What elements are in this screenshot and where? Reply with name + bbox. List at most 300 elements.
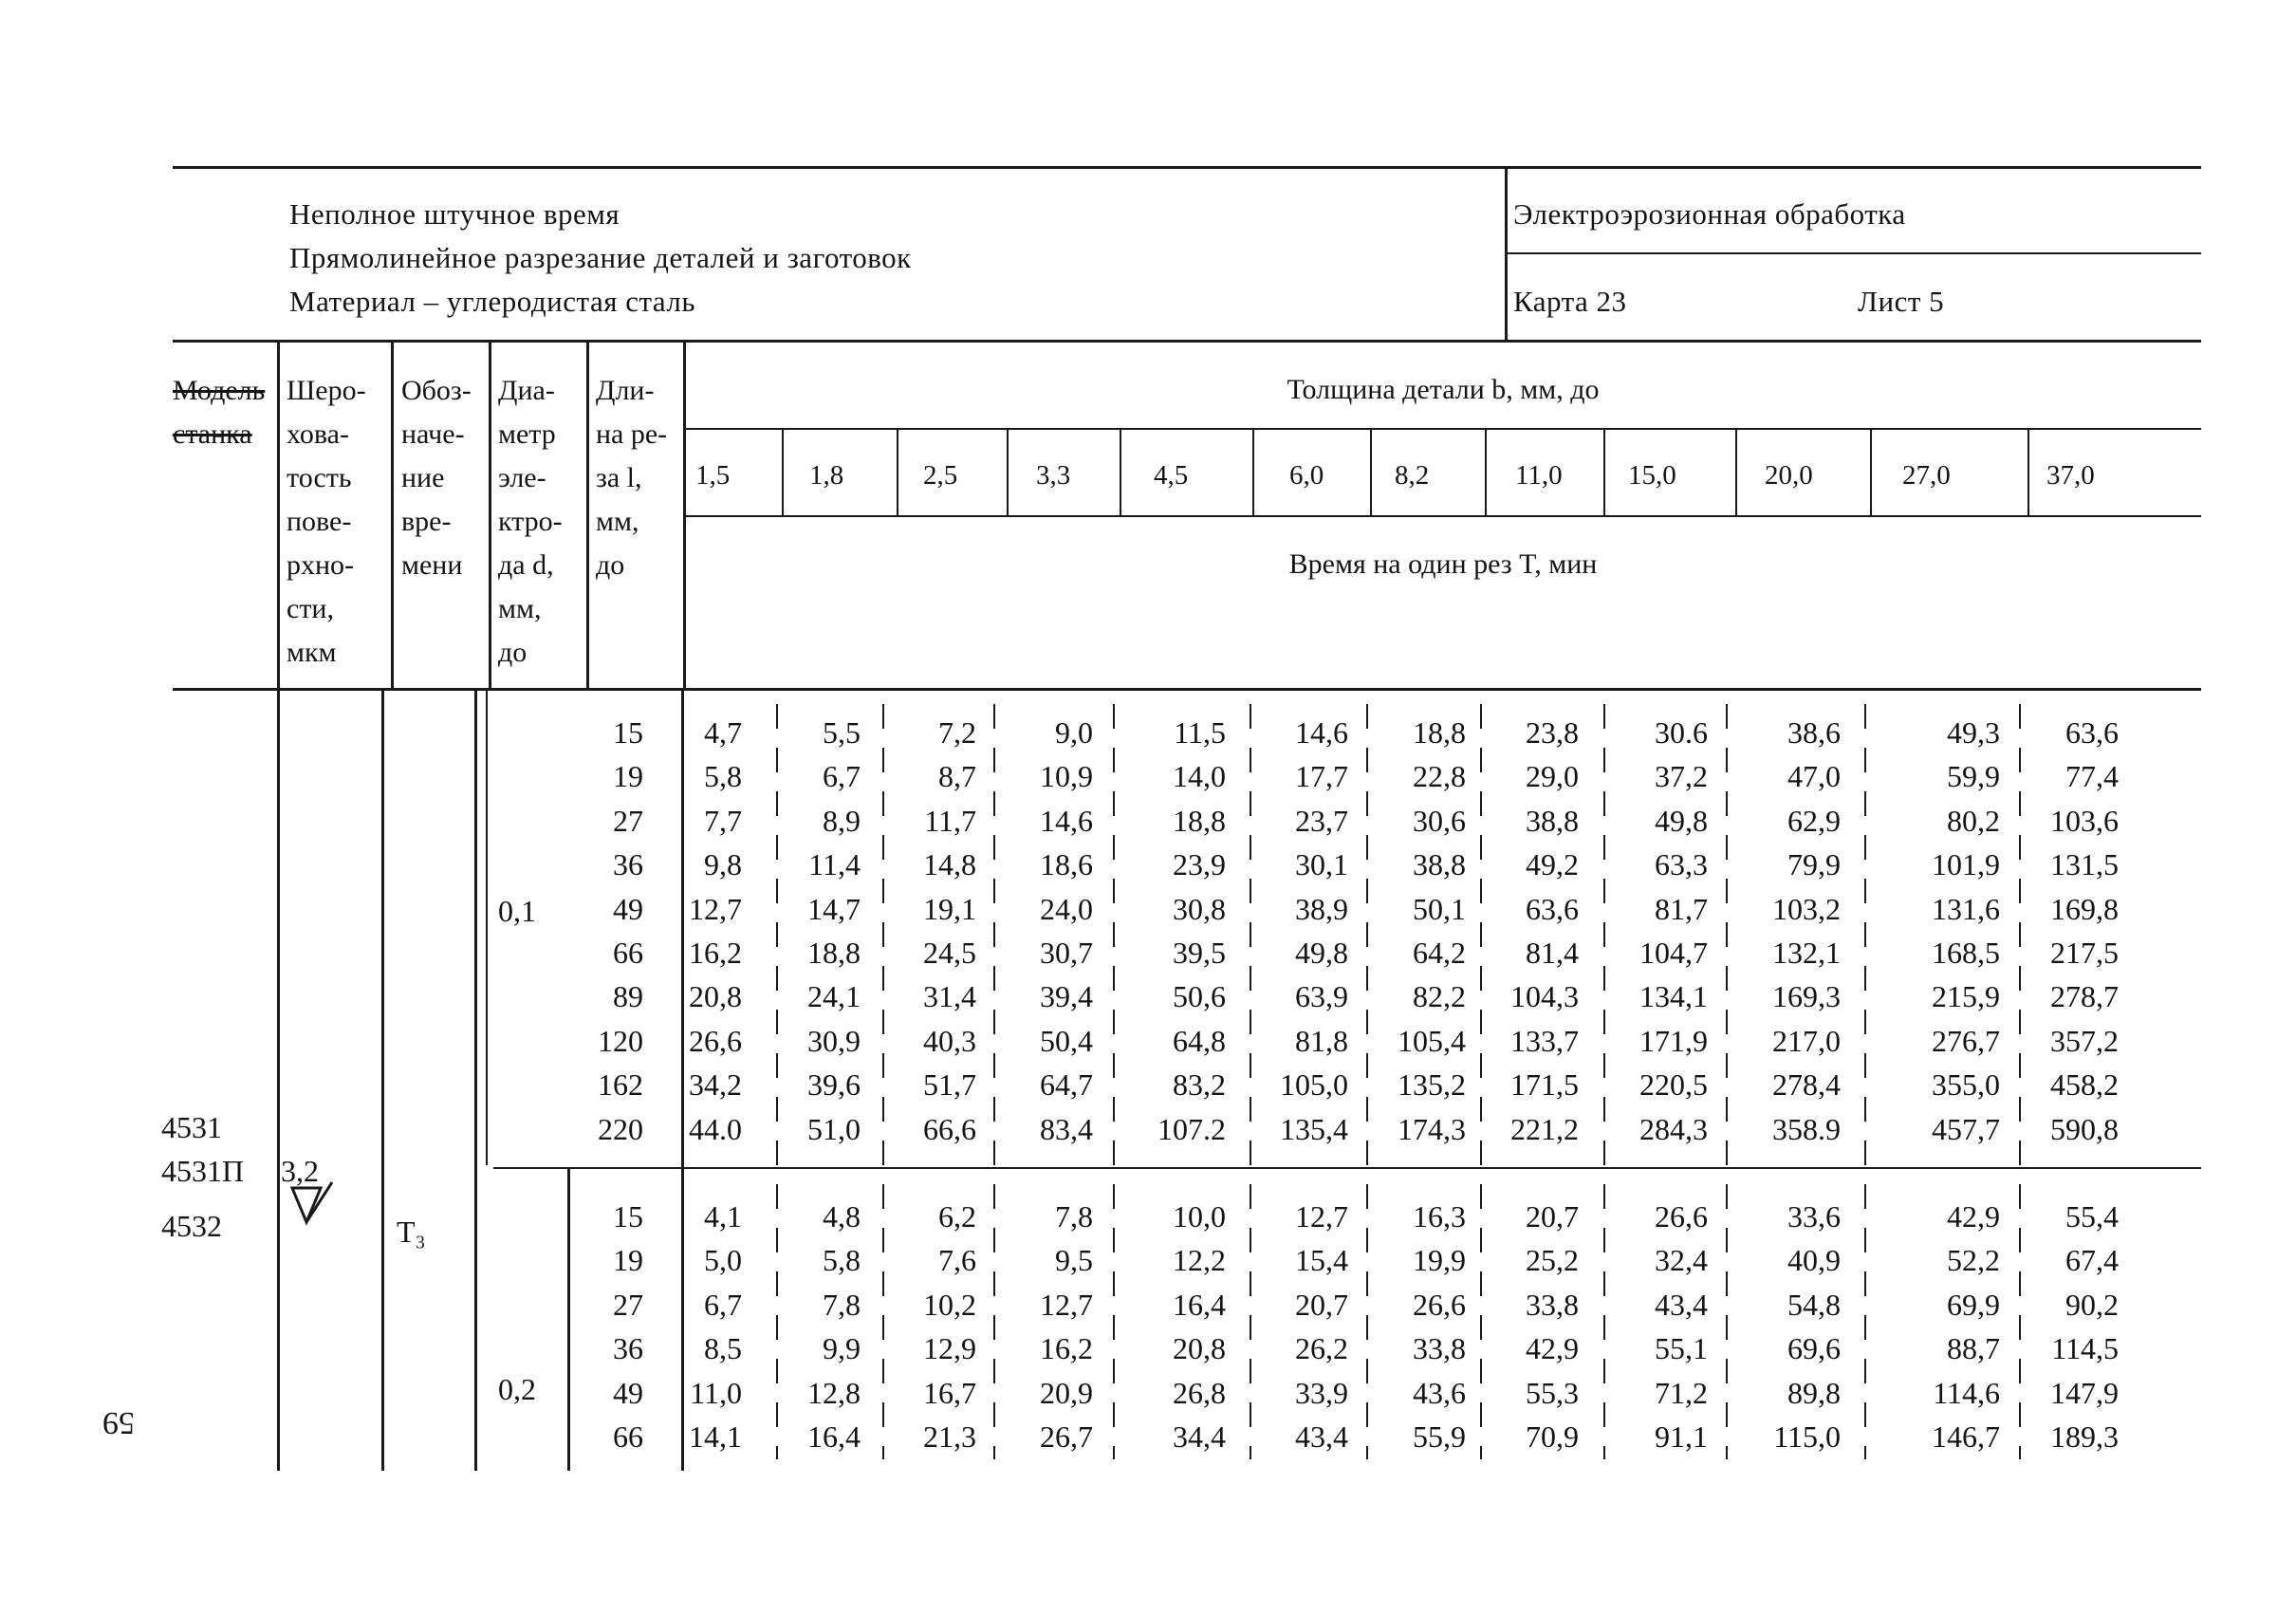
time-cell: 10,9 <box>1040 759 1093 794</box>
time-cell: 6,7 <box>704 1287 742 1322</box>
header-col-rule-2 <box>391 342 394 689</box>
time-cell: 63,3 <box>1655 847 1708 882</box>
col-diameter-line: Диа- <box>498 375 555 406</box>
time-cell: 105,0 <box>1280 1067 1348 1103</box>
value-column-separator <box>1250 704 1251 1459</box>
time-cell: 16,4 <box>807 1419 861 1454</box>
thickness-value: 37,0 <box>2046 460 2095 491</box>
time-cell: 22,8 <box>1413 759 1466 794</box>
time-cell: 26,7 <box>1040 1419 1093 1454</box>
time-cell: 4,7 <box>704 715 742 750</box>
time-cell: 34,2 <box>689 1067 742 1103</box>
time-cell: 4,8 <box>823 1199 861 1234</box>
time-cell: 103,6 <box>2050 803 2119 838</box>
time-cell: 23,7 <box>1295 803 1348 838</box>
thickness-sep <box>1252 429 1254 516</box>
time-cell: 14,7 <box>807 891 861 926</box>
col-diameter-line: эле- <box>498 462 546 493</box>
time-cell: 64,7 <box>1040 1067 1093 1103</box>
time-cell: 89,8 <box>1787 1375 1841 1410</box>
col-model-header <box>173 369 265 456</box>
time-cell: 83,4 <box>1040 1111 1093 1146</box>
time-cell: 276,7 <box>1932 1023 2000 1058</box>
time-cell: 12,7 <box>689 891 742 926</box>
time-cell: 43,4 <box>1295 1419 1348 1454</box>
time-cell: 50,1 <box>1413 891 1466 926</box>
time-cell: 18,8 <box>1173 803 1226 838</box>
time-cell: 80,2 <box>1947 803 2000 838</box>
thickness-sep <box>1735 429 1737 516</box>
cut-length-cell: 220 <box>598 1111 643 1146</box>
col-length-line: мм, <box>596 506 639 537</box>
time-cell: 55,9 <box>1413 1419 1466 1454</box>
thickness-sep <box>1485 429 1487 516</box>
time-cell: 20,7 <box>1295 1287 1348 1322</box>
time-cell: 37,2 <box>1655 759 1708 794</box>
time-cell: 14,8 <box>923 847 976 882</box>
thickness-value: 1,8 <box>809 460 844 491</box>
table-header-top-rule <box>173 340 2201 343</box>
time-cell: 34,4 <box>1173 1419 1226 1454</box>
time-cell: 23,8 <box>1526 715 1579 750</box>
time-cell: 82,2 <box>1413 979 1466 1014</box>
time-cell: 11,5 <box>1174 715 1226 750</box>
time-cell: 16,2 <box>689 936 742 970</box>
time-cell: 5,8 <box>823 1243 861 1278</box>
time-cell: 81,4 <box>1526 936 1579 970</box>
thickness-sep <box>1870 429 1872 516</box>
col-roughness-line: пове- <box>287 506 352 537</box>
header-col-rule-1 <box>277 342 280 689</box>
col-roughness-line: хова- <box>287 418 349 450</box>
body-col-rule-2 <box>381 691 384 1471</box>
time-cell: 9,9 <box>823 1331 861 1366</box>
time-cell: 47,0 <box>1787 759 1841 794</box>
col-diameter-line: метр <box>498 418 556 450</box>
thickness-sep <box>1603 429 1605 516</box>
time-cell: 174,3 <box>1398 1111 1466 1146</box>
time-cell: 169,3 <box>1772 979 1841 1014</box>
col-designation-line: мени <box>401 549 463 581</box>
time-cell: 16,3 <box>1413 1199 1466 1234</box>
time-cell: 189,3 <box>2050 1419 2119 1454</box>
time-cell: 30.6 <box>1655 715 1708 750</box>
time-cell: 358.9 <box>1772 1111 1841 1146</box>
time-cell: 590,8 <box>2050 1111 2119 1146</box>
time-cell: 32,4 <box>1655 1243 1708 1278</box>
time-cell: 51,7 <box>923 1067 976 1103</box>
thickness-sep <box>1370 429 1372 516</box>
time-cell: 30,1 <box>1295 847 1348 882</box>
thickness-title: Толщина детали b, мм, до <box>1287 374 1600 405</box>
value-column-separator <box>1480 704 1482 1459</box>
diameter-group-1: 0,1 <box>498 894 536 928</box>
time-cell: 132,1 <box>1772 936 1841 970</box>
thickness-value: 27,0 <box>1902 460 1951 491</box>
col-designation-header <box>401 369 472 587</box>
thickness-sep <box>1120 429 1121 516</box>
time-cell: 18,8 <box>1413 715 1466 750</box>
model-4532: 4532 <box>161 1209 222 1243</box>
time-cell: 64,8 <box>1173 1023 1226 1058</box>
time-cell: 12,7 <box>1295 1199 1348 1234</box>
time-cell: 107.2 <box>1157 1111 1226 1146</box>
cut-length-cell: 15 <box>613 1199 643 1234</box>
time-cell: 104,3 <box>1510 979 1579 1014</box>
time-cell: 217,5 <box>2050 936 2119 970</box>
value-column-separator <box>882 704 884 1459</box>
value-column-separator <box>993 704 995 1459</box>
time-cell: 81,8 <box>1295 1023 1348 1058</box>
time-cell: 49,8 <box>1655 803 1708 838</box>
time-cell: 220,5 <box>1639 1067 1708 1103</box>
time-cell: 146,7 <box>1932 1419 2000 1454</box>
header-col-rule-3 <box>489 342 491 689</box>
time-cell: 171,9 <box>1639 1023 1708 1058</box>
time-cell: 171,5 <box>1510 1067 1579 1103</box>
time-cell: 30,8 <box>1173 891 1226 926</box>
cut-length-cell: 27 <box>613 1287 643 1322</box>
time-cell: 29,0 <box>1526 759 1579 794</box>
cut-length-cell: 15 <box>613 715 643 750</box>
time-cell: 135,2 <box>1398 1067 1466 1103</box>
time-cell: 14,0 <box>1173 759 1226 794</box>
time-cell: 221,2 <box>1510 1111 1579 1146</box>
time-cell: 88,7 <box>1947 1331 2000 1366</box>
time-cell: 15,4 <box>1295 1243 1348 1278</box>
time-cell: 26,8 <box>1173 1375 1226 1410</box>
thickness-values-rule <box>685 515 2201 517</box>
time-cell: 21,3 <box>923 1419 976 1454</box>
cut-length-cell: 19 <box>613 1243 643 1278</box>
top-rule <box>173 166 2201 169</box>
time-cell: 38,6 <box>1787 715 1841 750</box>
time-cell: 40,3 <box>923 1023 976 1058</box>
time-cell: 90,2 <box>2065 1287 2119 1322</box>
col-designation-line: ние <box>401 462 445 493</box>
col-length-line: за l, <box>596 462 642 493</box>
time-cell: 135,4 <box>1280 1111 1348 1146</box>
header-right-rule <box>1505 252 2201 254</box>
time-cell: 26,6 <box>1413 1287 1466 1322</box>
cut-length-cell: 89 <box>613 979 643 1014</box>
time-cell: 103,2 <box>1772 891 1841 926</box>
time-cell: 104,7 <box>1639 936 1708 970</box>
time-cell: 44.0 <box>689 1111 742 1146</box>
time-cell: 20,9 <box>1040 1375 1093 1410</box>
time-cell: 40,9 <box>1787 1243 1841 1278</box>
time-cell: 5,8 <box>704 759 742 794</box>
value-column-separator <box>1113 704 1115 1459</box>
cut-length-cell: 36 <box>613 847 643 882</box>
time-cell: 114,6 <box>1933 1375 2000 1410</box>
time-cell: 42,9 <box>1947 1199 2000 1234</box>
time-cell: 33,6 <box>1787 1199 1841 1234</box>
designation-value: T₃ <box>397 1215 426 1249</box>
time-cell: 38,9 <box>1295 891 1348 926</box>
col-roughness-line: мкм <box>287 637 337 668</box>
body-col-rule-4b <box>486 691 488 1165</box>
time-cell: 8,7 <box>938 759 976 794</box>
time-cell: 33,8 <box>1413 1331 1466 1366</box>
header-line-1: Неполное штучное время <box>289 197 620 231</box>
body-col-rule-4 <box>567 1169 570 1471</box>
card-number: Карта 23 <box>1513 285 1627 318</box>
time-cell: 7,7 <box>704 803 742 838</box>
col-diameter-line: до <box>498 637 528 668</box>
sheet-number: Лист 5 <box>1858 285 1945 318</box>
time-cell: 14,1 <box>689 1419 742 1454</box>
time-cell: 49,3 <box>1947 715 2000 750</box>
value-column-separator <box>1726 704 1728 1459</box>
time-cell: 8,5 <box>704 1331 742 1366</box>
cut-length-cell: 66 <box>613 1419 643 1454</box>
time-cell: 168,5 <box>1932 936 2000 970</box>
time-cell: 18,8 <box>807 936 861 970</box>
col-roughness-line: рхно- <box>287 549 355 581</box>
thickness-value: 8,2 <box>1395 460 1430 491</box>
time-cell: 26,6 <box>689 1023 742 1058</box>
time-cell: 69,9 <box>1947 1287 2000 1322</box>
time-cell: 64,2 <box>1413 936 1466 970</box>
time-cell: 38,8 <box>1413 847 1466 882</box>
col-designation-line: вре- <box>401 506 452 537</box>
model-4531p: 4531П <box>161 1154 245 1188</box>
time-cell: 49,8 <box>1295 936 1348 970</box>
time-cell: 10,0 <box>1173 1199 1226 1234</box>
time-cell: 39,5 <box>1173 936 1226 970</box>
time-cell: 10,2 <box>923 1287 976 1322</box>
time-cell: 16,4 <box>1173 1287 1226 1322</box>
thickness-value: 3,3 <box>1036 460 1071 491</box>
time-cell: 16,2 <box>1040 1331 1093 1366</box>
time-cell: 16,7 <box>923 1375 976 1410</box>
col-diameter-line: ктро- <box>498 506 563 537</box>
time-cell: 79,9 <box>1787 847 1841 882</box>
time-cell: 133,7 <box>1510 1023 1579 1058</box>
time-cell: 6,2 <box>938 1199 976 1234</box>
time-cell: 14,6 <box>1040 803 1093 838</box>
time-cell: 39,6 <box>807 1067 861 1103</box>
col-diameter-line: мм, <box>498 593 542 624</box>
time-cell: 19,1 <box>923 891 976 926</box>
time-cell: 43,6 <box>1413 1375 1466 1410</box>
time-cell: 30,6 <box>1413 803 1466 838</box>
time-cell: 91,1 <box>1655 1419 1708 1454</box>
time-cell: 59,9 <box>1947 759 2000 794</box>
time-cell: 77,4 <box>2065 759 2119 794</box>
time-cell: 63,9 <box>1295 979 1348 1014</box>
col-length-header <box>596 369 667 587</box>
time-cell: 12,8 <box>807 1375 861 1410</box>
col-model-line: станка <box>173 418 252 450</box>
time-cell: 24,1 <box>807 979 861 1014</box>
time-cell: 131,6 <box>1932 891 2000 926</box>
time-cell: 24,0 <box>1040 891 1093 926</box>
time-cell: 11,4 <box>808 847 861 882</box>
col-designation-line: Обоз- <box>401 375 472 406</box>
body-col-rule-3 <box>474 691 477 1471</box>
thickness-sep <box>2028 429 2029 516</box>
time-cell: 457,7 <box>1932 1111 2000 1146</box>
cut-length-cell: 120 <box>598 1023 643 1058</box>
col-designation-line: наче- <box>401 418 465 450</box>
time-cell: 284,3 <box>1639 1111 1708 1146</box>
time-cell: 7,8 <box>1055 1199 1093 1234</box>
cut-length-cell: 19 <box>613 759 643 794</box>
group-separator-rule <box>493 1167 2201 1169</box>
cut-length-cell: 162 <box>598 1067 643 1103</box>
time-cell: 42,9 <box>1526 1331 1579 1366</box>
time-cell: 14,6 <box>1295 715 1348 750</box>
roughness-triangle-icon <box>288 1180 334 1230</box>
time-cell: 38,8 <box>1526 803 1579 838</box>
time-cell: 67,4 <box>2065 1243 2119 1278</box>
time-cell: 63,6 <box>1526 891 1579 926</box>
time-cell: 51,0 <box>807 1111 861 1146</box>
col-length-line: до <box>596 549 625 581</box>
cut-length-cell: 49 <box>613 891 643 926</box>
time-cell: 4,1 <box>704 1199 742 1234</box>
value-column-separator <box>682 704 684 1459</box>
col-roughness-header <box>287 369 366 675</box>
col-length-line: Дли- <box>596 375 655 406</box>
time-cell: 7,2 <box>938 715 976 750</box>
time-cell: 81,7 <box>1655 891 1708 926</box>
time-cell: 55,4 <box>2065 1199 2119 1234</box>
time-cell: 70,9 <box>1526 1419 1579 1454</box>
time-cell: 169,8 <box>2050 891 2119 926</box>
time-cell: 71,2 <box>1655 1375 1708 1410</box>
col-roughness-line: сти, <box>287 593 334 624</box>
time-cell: 217,0 <box>1772 1023 1841 1058</box>
value-column-separator <box>2019 704 2021 1459</box>
time-title: Время на один рез T, мин <box>1288 548 1598 580</box>
value-column-separator <box>1366 704 1368 1459</box>
value-column-separator <box>776 704 778 1459</box>
time-cell: 11,0 <box>690 1375 742 1410</box>
time-cell: 43,4 <box>1655 1287 1708 1322</box>
time-cell: 50,6 <box>1173 979 1226 1014</box>
time-cell: 8,9 <box>823 803 861 838</box>
model-4531: 4531 <box>161 1110 222 1144</box>
time-cell: 5,0 <box>704 1243 742 1278</box>
thickness-sep <box>897 429 898 516</box>
col-roughness-line: тость <box>287 462 352 493</box>
time-cell: 9,8 <box>704 847 742 882</box>
cut-length-cell: 36 <box>613 1331 643 1366</box>
body-col-rule-1 <box>277 691 280 1471</box>
time-cell: 105,4 <box>1398 1023 1466 1058</box>
time-cell: 20,7 <box>1526 1199 1579 1234</box>
time-cell: 23,9 <box>1173 847 1226 882</box>
time-cell: 63,6 <box>2065 715 2119 750</box>
thickness-sep <box>782 429 784 516</box>
time-cell: 9,0 <box>1055 715 1093 750</box>
time-cell: 69,6 <box>1787 1331 1841 1366</box>
thickness-sep <box>1007 429 1009 516</box>
thickness-value: 6,0 <box>1289 460 1324 491</box>
process-title: Электроэрозионная обработка <box>1513 197 1906 231</box>
time-cell: 134,1 <box>1639 979 1708 1014</box>
time-cell: 7,8 <box>823 1287 861 1322</box>
time-cell: 24,5 <box>923 936 976 970</box>
time-cell: 52,2 <box>1947 1243 2000 1278</box>
time-cell: 12,9 <box>923 1331 976 1366</box>
time-cell: 7,6 <box>938 1243 976 1278</box>
header-col-rule-4 <box>586 342 589 689</box>
time-cell: 26,2 <box>1295 1331 1348 1366</box>
time-cell: 33,9 <box>1295 1375 1348 1410</box>
col-roughness-line: Шеро- <box>287 375 366 406</box>
value-column-separator <box>1603 704 1605 1459</box>
time-cell: 5,5 <box>823 715 861 750</box>
time-cell: 215,9 <box>1932 979 2000 1014</box>
header-line-2: Прямолинейное разрезание деталей и заготовок <box>289 241 912 274</box>
time-cell: 55,3 <box>1526 1375 1579 1410</box>
time-cell: 20,8 <box>689 979 742 1014</box>
time-cell: 39,4 <box>1040 979 1093 1014</box>
thickness-value: 1,5 <box>695 460 731 491</box>
thickness-rule <box>685 428 2201 430</box>
value-column-separator <box>1864 704 1866 1459</box>
roughness-value: 3,2 <box>281 1154 319 1188</box>
time-cell: 18,6 <box>1040 847 1093 882</box>
time-cell: 62,9 <box>1787 803 1841 838</box>
time-cell: 54,8 <box>1787 1287 1841 1322</box>
time-cell: 101,9 <box>1932 847 2000 882</box>
time-cell: 355,0 <box>1932 1067 2000 1103</box>
diameter-group-2: 0,2 <box>498 1372 536 1406</box>
time-cell: 49,2 <box>1526 847 1579 882</box>
time-cell: 6,7 <box>823 759 861 794</box>
time-cell: 83,2 <box>1173 1067 1226 1103</box>
time-cell: 31,4 <box>923 979 976 1014</box>
thickness-value: 4,5 <box>1154 460 1189 491</box>
time-cell: 30,7 <box>1040 936 1093 970</box>
col-diameter-header <box>498 369 563 675</box>
time-cell: 55,1 <box>1655 1331 1708 1366</box>
time-cell: 147,9 <box>2050 1375 2119 1410</box>
time-cell: 33,8 <box>1526 1287 1579 1322</box>
time-cell: 278,4 <box>1772 1067 1841 1103</box>
thickness-value: 11,0 <box>1515 460 1563 491</box>
time-cell: 115,0 <box>1773 1419 1841 1454</box>
col-diameter-line: да d, <box>498 549 554 581</box>
time-cell: 26,6 <box>1655 1199 1708 1234</box>
cut-length-cell: 66 <box>613 936 643 970</box>
col-model-line: Модель <box>173 375 266 406</box>
time-cell: 458,2 <box>2050 1067 2119 1103</box>
cut-length-cell: 27 <box>613 803 643 838</box>
time-cell: 25,2 <box>1526 1243 1579 1278</box>
thickness-value: 15,0 <box>1628 460 1676 491</box>
time-cell: 12,7 <box>1040 1287 1093 1322</box>
time-cell: 30,9 <box>807 1023 861 1058</box>
time-cell: 278,7 <box>2050 979 2119 1014</box>
time-cell: 12,2 <box>1173 1243 1226 1278</box>
col-length-line: на ре- <box>596 418 668 450</box>
time-cell: 19,9 <box>1413 1243 1466 1278</box>
time-cell: 9,5 <box>1055 1243 1093 1278</box>
time-cell: 357,2 <box>2050 1023 2119 1058</box>
time-cell: 17,7 <box>1295 759 1348 794</box>
time-cell: 50,4 <box>1040 1023 1093 1058</box>
time-cell: 11,7 <box>924 803 976 838</box>
time-cell: 20,8 <box>1173 1331 1226 1366</box>
cut-length-cell: 49 <box>613 1375 643 1410</box>
header-line-3: Материал – углеродистая сталь <box>289 285 696 318</box>
